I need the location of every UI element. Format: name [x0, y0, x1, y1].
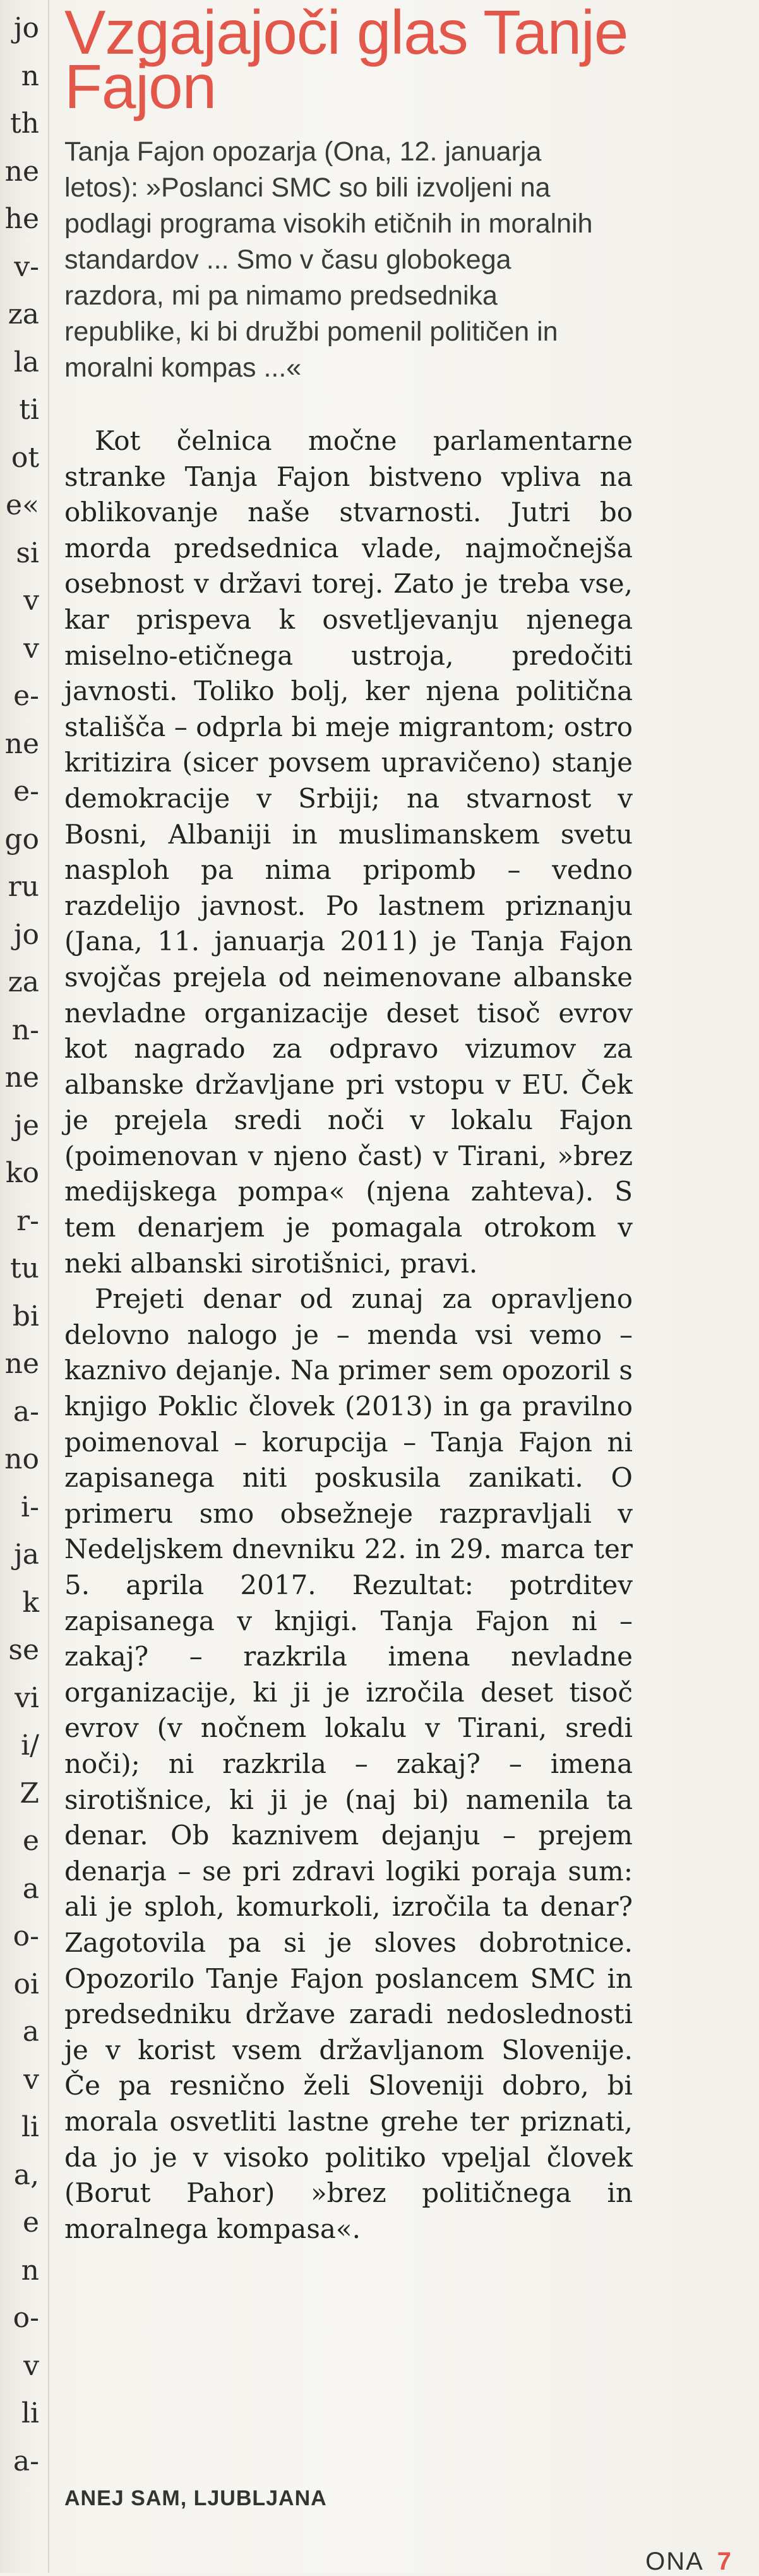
- left-column-fragment: he: [4, 203, 39, 235]
- left-column-fragment: v: [23, 632, 39, 665]
- left-column-fragment: e«: [6, 489, 39, 521]
- headline: Vzgajajoči glas Tanje Fajon: [64, 0, 628, 121]
- left-column-fragment: ne: [4, 1061, 39, 1094]
- left-column-fragment: ko: [5, 1157, 39, 1189]
- intro-paragraph: Tanja Fajon opozarja (Ona, 12. januarja letos): »Poslanci SMC so bili izvoljeni na podlagi programa visokih etičnih in moralnih standardov ... Smo v času globokega razdora, mi pa nimamo predsednika republike, ki bi družbi pomenil političen in moralni kompas ...«: [64, 136, 593, 383]
- left-column-fragment: ne: [4, 727, 39, 760]
- left-column-fragment: i/: [21, 1729, 39, 1762]
- left-column-fragment: bi: [12, 1300, 39, 1333]
- left-column-fragment: za: [8, 966, 39, 998]
- left-column-fragment: ot: [11, 441, 39, 474]
- left-column-fragment: n: [21, 2254, 39, 2287]
- left-column-fragment: se: [8, 1634, 39, 1666]
- left-column-fragment: n-: [11, 1013, 39, 1046]
- left-column-fragment: go: [4, 823, 39, 856]
- left-column-fragment: n: [21, 59, 39, 92]
- left-column-fragment: ne: [4, 1348, 39, 1380]
- left-column-fragment: r-: [16, 1204, 39, 1237]
- left-column-fragment: o-: [13, 2302, 39, 2334]
- left-column-fragment: je: [14, 1109, 39, 1142]
- left-column-fragment: a: [22, 1872, 39, 1905]
- left-column-fragment: o-: [13, 1920, 39, 1952]
- body-paragraph-1: Kot čelnica močne parlamentarne stranke Tanja Fajon bistveno vpliva na oblikovanje naše stvarnosti. Jutri bo morda predsednica vlade, najmočnejša osebnost v državi torej. Zato je treba vse, kar prispeva k osvetljevanju njenega miselno-etičnega ustroja, predočiti javnosti. Toliko bolj, ker njena politična stališča – odprla bi meje migrantom; ostro kritizira (sicer povsem upravičeno) stanje demokracije v Srbiji; na stvarnost v Bosni, Albaniji in muslimanskem svetu nasploh pa nima pripomb – vedno razdelijo javnost. Po lastnem priznanju (Jana, 11. januarja 2011) je Tanja Fajon svojčas prejela od neimenovane albanske nevladne organizacije deset tisoč evrov kot nagrado za odpravo vizumov za albanske državljane pri vstopu v EU. Ček je prejela sredi noči v lokalu Fajon (poimenovan v njeno čast) v Tirani, »brez medijskega pompa« (njena zahteva). S tem denarjem je pomagala otrokom v neki albanski sirotišnici, pravi.: [64, 425, 633, 1279]
- left-column-fragment: k: [22, 1586, 39, 1619]
- left-column-fragment: za: [8, 298, 39, 330]
- left-column-fragment: e: [22, 1825, 39, 1857]
- magazine-name: ONA: [645, 2548, 703, 2575]
- article-body: [64, 423, 633, 2247]
- left-column-fragment: oi: [13, 1968, 39, 2000]
- letter-article: [64, 0, 708, 2573]
- left-column-fragment: jo: [13, 918, 39, 951]
- left-column-fragment: v: [23, 2349, 39, 2382]
- left-column-fragment: si: [16, 536, 39, 569]
- left-column-fragment: Z: [20, 1777, 39, 1810]
- left-column-fragment: ru: [8, 871, 39, 903]
- previous-column-fragment: [0, 0, 44, 2573]
- left-column-fragment: v-: [14, 250, 39, 283]
- left-column-fragment: jo: [13, 12, 39, 44]
- left-column-fragment: v: [23, 2063, 39, 2096]
- left-column-fragment: li: [21, 2111, 39, 2143]
- author-signature: ANEJ SAM, LJUBLJANA: [64, 2486, 327, 2510]
- page-footer: [645, 2548, 732, 2576]
- left-column-fragment: li: [21, 2397, 39, 2429]
- left-column-fragment: th: [9, 107, 39, 140]
- left-column-fragment: a,: [13, 2158, 39, 2191]
- left-column-fragment: ja: [14, 1539, 39, 1571]
- left-column-fragment: v: [23, 584, 39, 617]
- column-divider: [48, 0, 49, 2573]
- left-column-fragment: ne: [4, 155, 39, 188]
- left-column-fragment: a-: [13, 1395, 39, 1428]
- left-column-fragment: tu: [9, 1252, 39, 1285]
- left-column-fragment: la: [13, 346, 39, 378]
- left-column-fragment: a: [22, 2016, 39, 2048]
- body-paragraph-2: Prejeti denar od zunaj za opravljeno delovno nalogo je – menda vsi vemo – kaznivo dejanje. Na primer sem opozoril s knjigo Poklic človek (2013) in ga pravilno poimenoval – korupcija – Tanja Fajon ni zapisanega niti poskusila zanikati. O primeru smo obsežneje razpravljali v Nedeljskem dnevniku 22. in 29. marca ter 5. aprila 2017. Rezultat: potrditev zapisanega v knjigi. Tanja Fajon ni – zakaj? – razkrila imena nevladne organizacije, ki ji je izročila deset tisoč evrov (v nočnem lokalu v Tirani, sredi noči); ni razkrila – zakaj? – imena sirotišnice, ki ji je (naj bi) namenila ta denar. Ob kaznivem dejanju – prejem denarja – se pri zdravi logiki poraja sum: ali je sploh, komurkoli, izročila ta denar? Zagotovila pa si je sloves dobrotnice. Opozorilo Tanje Fajon poslancem SMC in predsedniku države zaradi nedoslednosti je v korist vsem državljanom Slovenije. Če pa resnično želi Sloveniji dobro, bi morala osvetliti lastne grehe ter priznati, da jo je v visoko politiko vpeljal človek (Borut Pahor) »brez političnega in moralnega kompasa«.: [64, 1283, 633, 2244]
- left-column-fragment: e-: [13, 680, 39, 712]
- left-column-fragment: no: [4, 1443, 39, 1475]
- page-number: 7: [717, 2548, 732, 2575]
- left-column-fragment: vi: [15, 1681, 39, 1714]
- left-column-fragment: ti: [19, 394, 39, 426]
- left-column-fragment: i-: [21, 1491, 39, 1523]
- left-column-fragment: e-: [13, 775, 39, 807]
- left-column-fragment: e: [22, 2206, 39, 2239]
- left-column-fragment: a-: [13, 2445, 39, 2477]
